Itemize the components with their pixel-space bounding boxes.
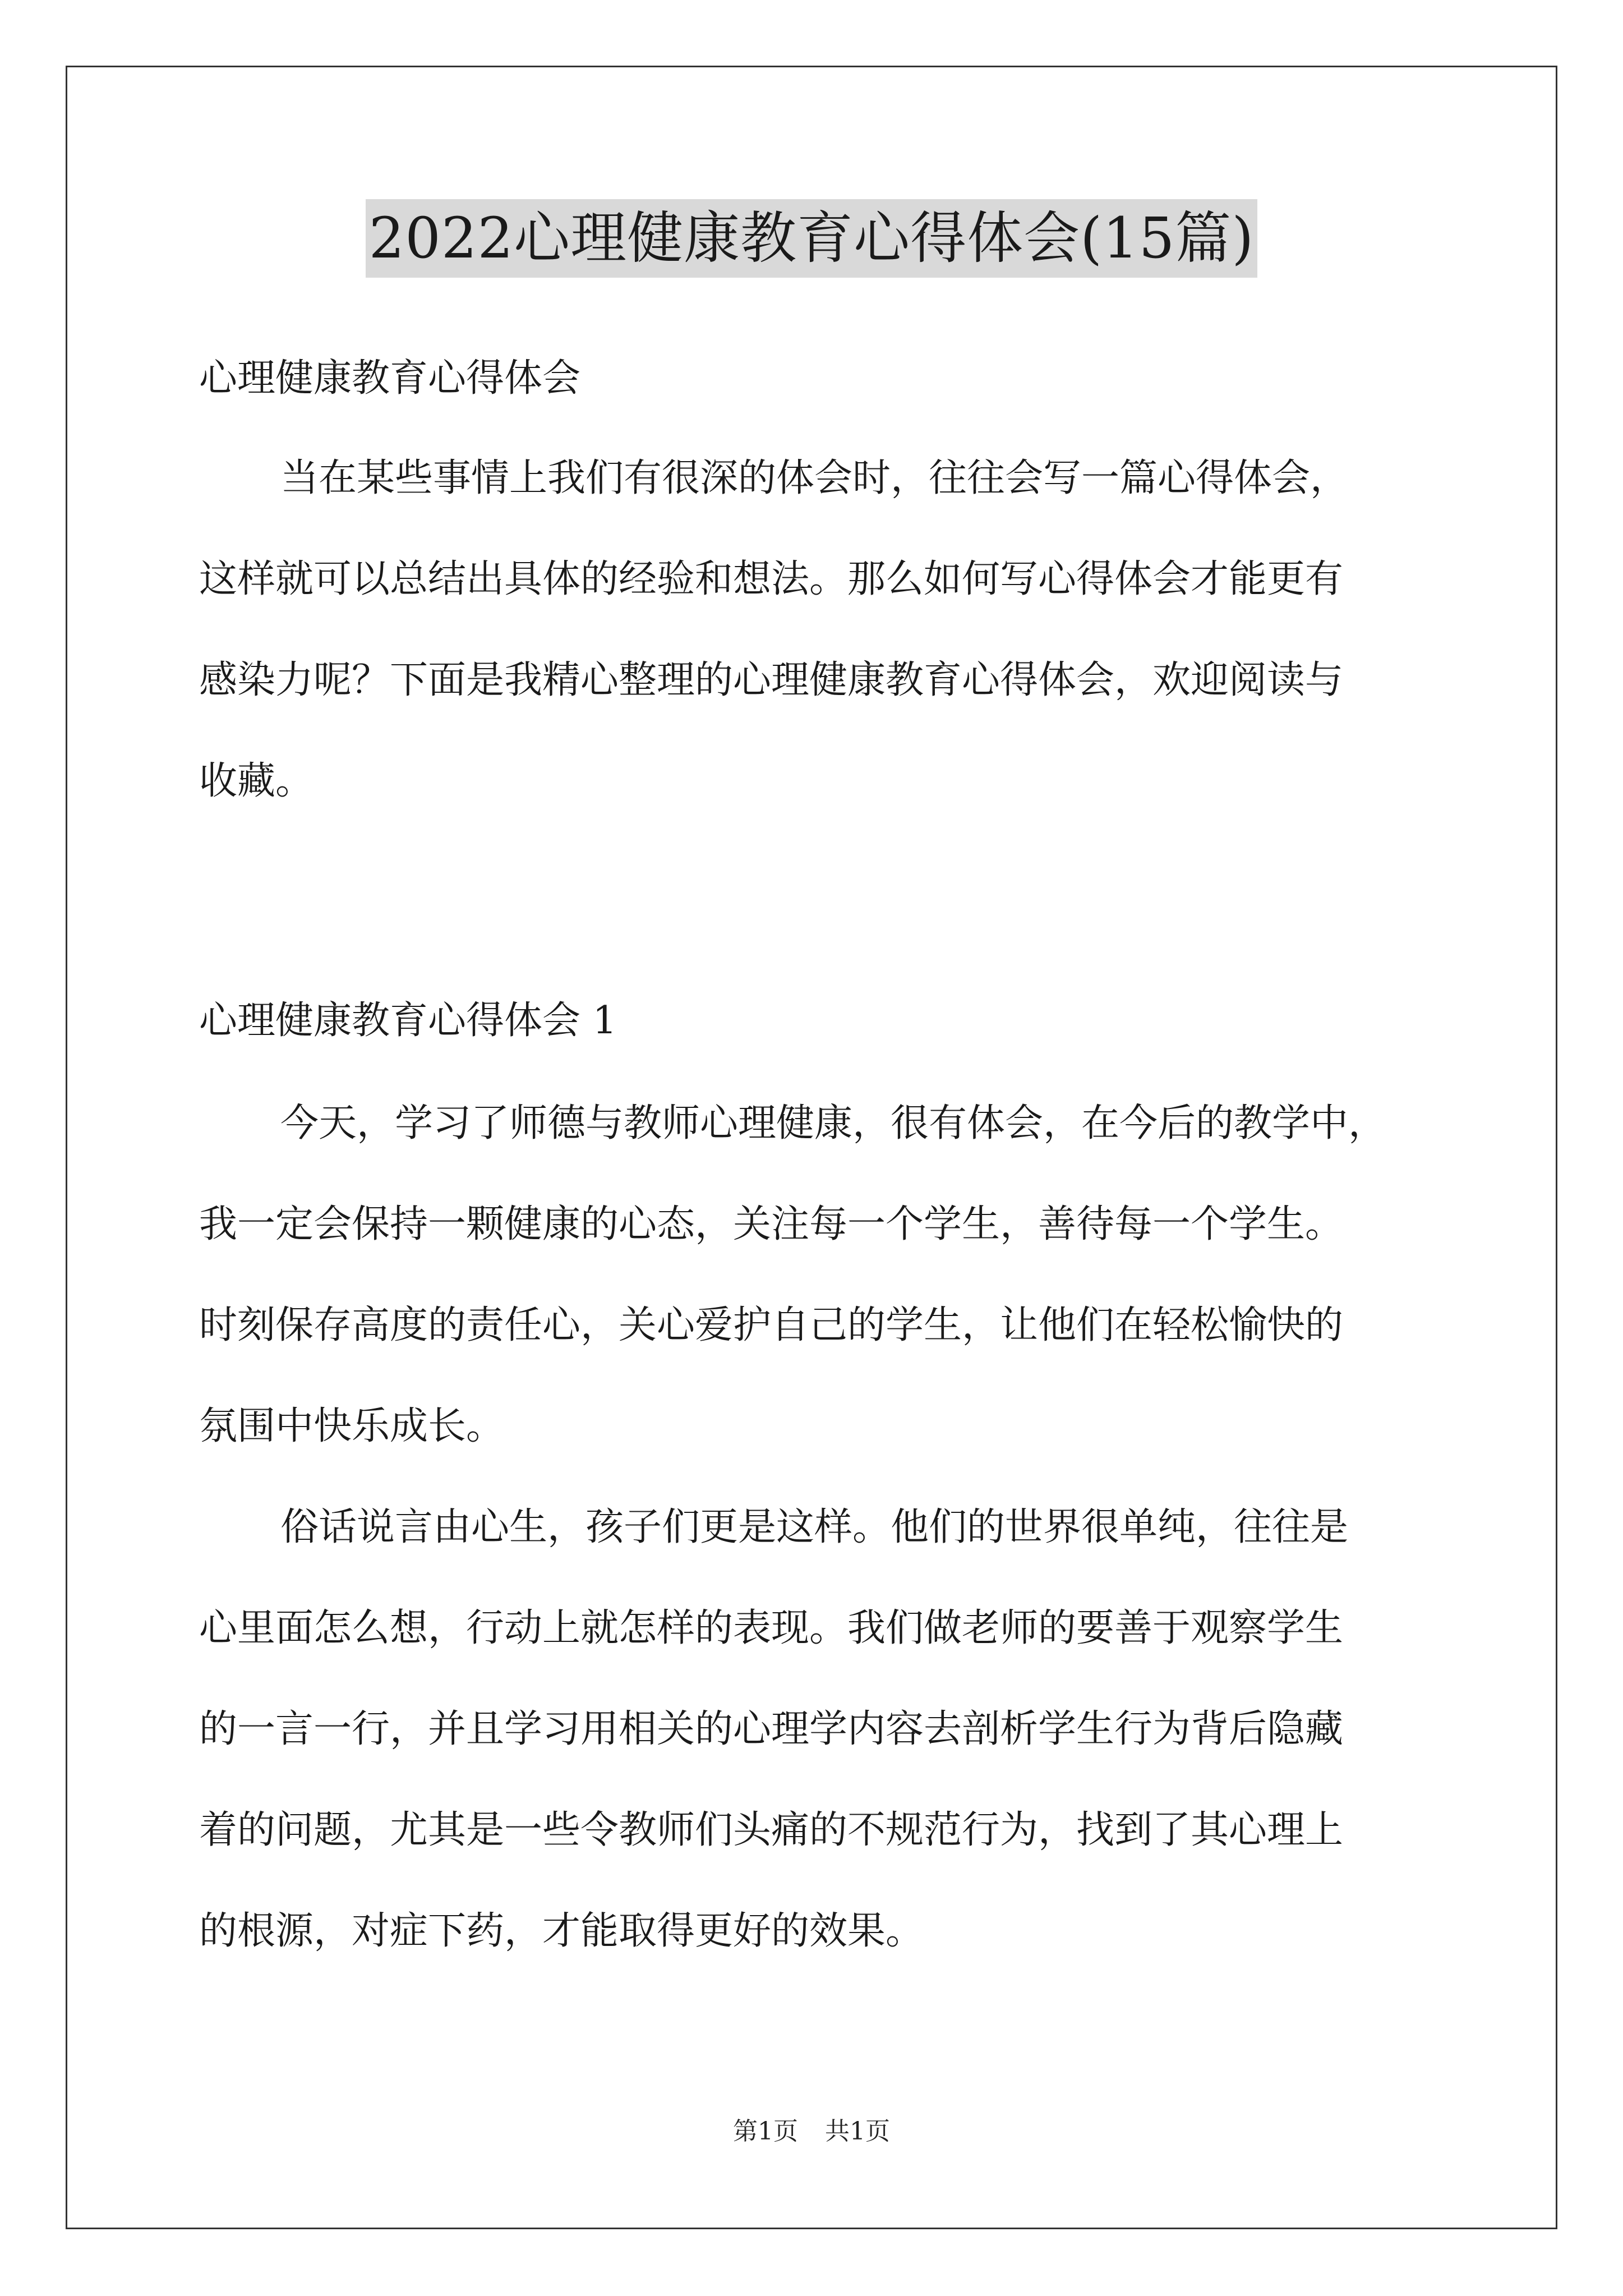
- paragraph-line: 的一言一行，并且学习用相关的心理学内容去剖析学生行为背后隐藏: [199, 1707, 1344, 1751]
- section1-heading: 心理健康教育心得体会 1: [199, 999, 617, 1043]
- paragraph-line: 收藏。: [199, 759, 314, 803]
- paragraph-line: 心里面怎么想，行动上就怎样的表现。我们做老师的要善于观察学生: [199, 1606, 1344, 1650]
- paragraph-line: 今天，学习了师德与教师心理健康，很有体会，在今后的教学中，: [280, 1101, 1387, 1145]
- title-container: [0, 199, 1623, 278]
- intro-heading: 心理健康教育心得体会: [199, 356, 581, 401]
- page-number-total: 共1页: [825, 2117, 890, 2146]
- page-footer: [0, 2115, 1623, 2148]
- paragraph-line: 时刻保存高度的责任心，关心爱护自己的学生，让他们在轻松愉快的: [199, 1303, 1344, 1347]
- paragraph-line: 的根源，对症下药，才能取得更好的效果。: [199, 1909, 924, 1953]
- page-number-current: 第1页: [733, 2117, 798, 2146]
- paragraph-line: 这样就可以总结出具体的经验和想法。那么如何写心得体会才能更有: [199, 557, 1344, 601]
- paragraph-line: 氛围中快乐成长。: [199, 1404, 505, 1448]
- paragraph-line: 感染力呢？下面是我精心整理的心理健康教育心得体会，欢迎阅读与: [199, 658, 1344, 702]
- paragraph-line: 我一定会保持一颗健康的心态，关注每一个学生，善待每一个学生。: [199, 1202, 1344, 1246]
- paragraph-line: 俗话说言由心生，孩子们更是这样。他们的世界很单纯，往往是: [280, 1505, 1349, 1549]
- paragraph-line: 着的问题，尤其是一些令教师们头痛的不规范行为，找到了其心理上: [199, 1808, 1344, 1852]
- document-title: 2022心理健康教育心得体会(15篇): [366, 199, 1258, 278]
- paragraph-line: 当在某些事情上我们有很深的体会时，往往会写一篇心得体会，: [280, 456, 1349, 500]
